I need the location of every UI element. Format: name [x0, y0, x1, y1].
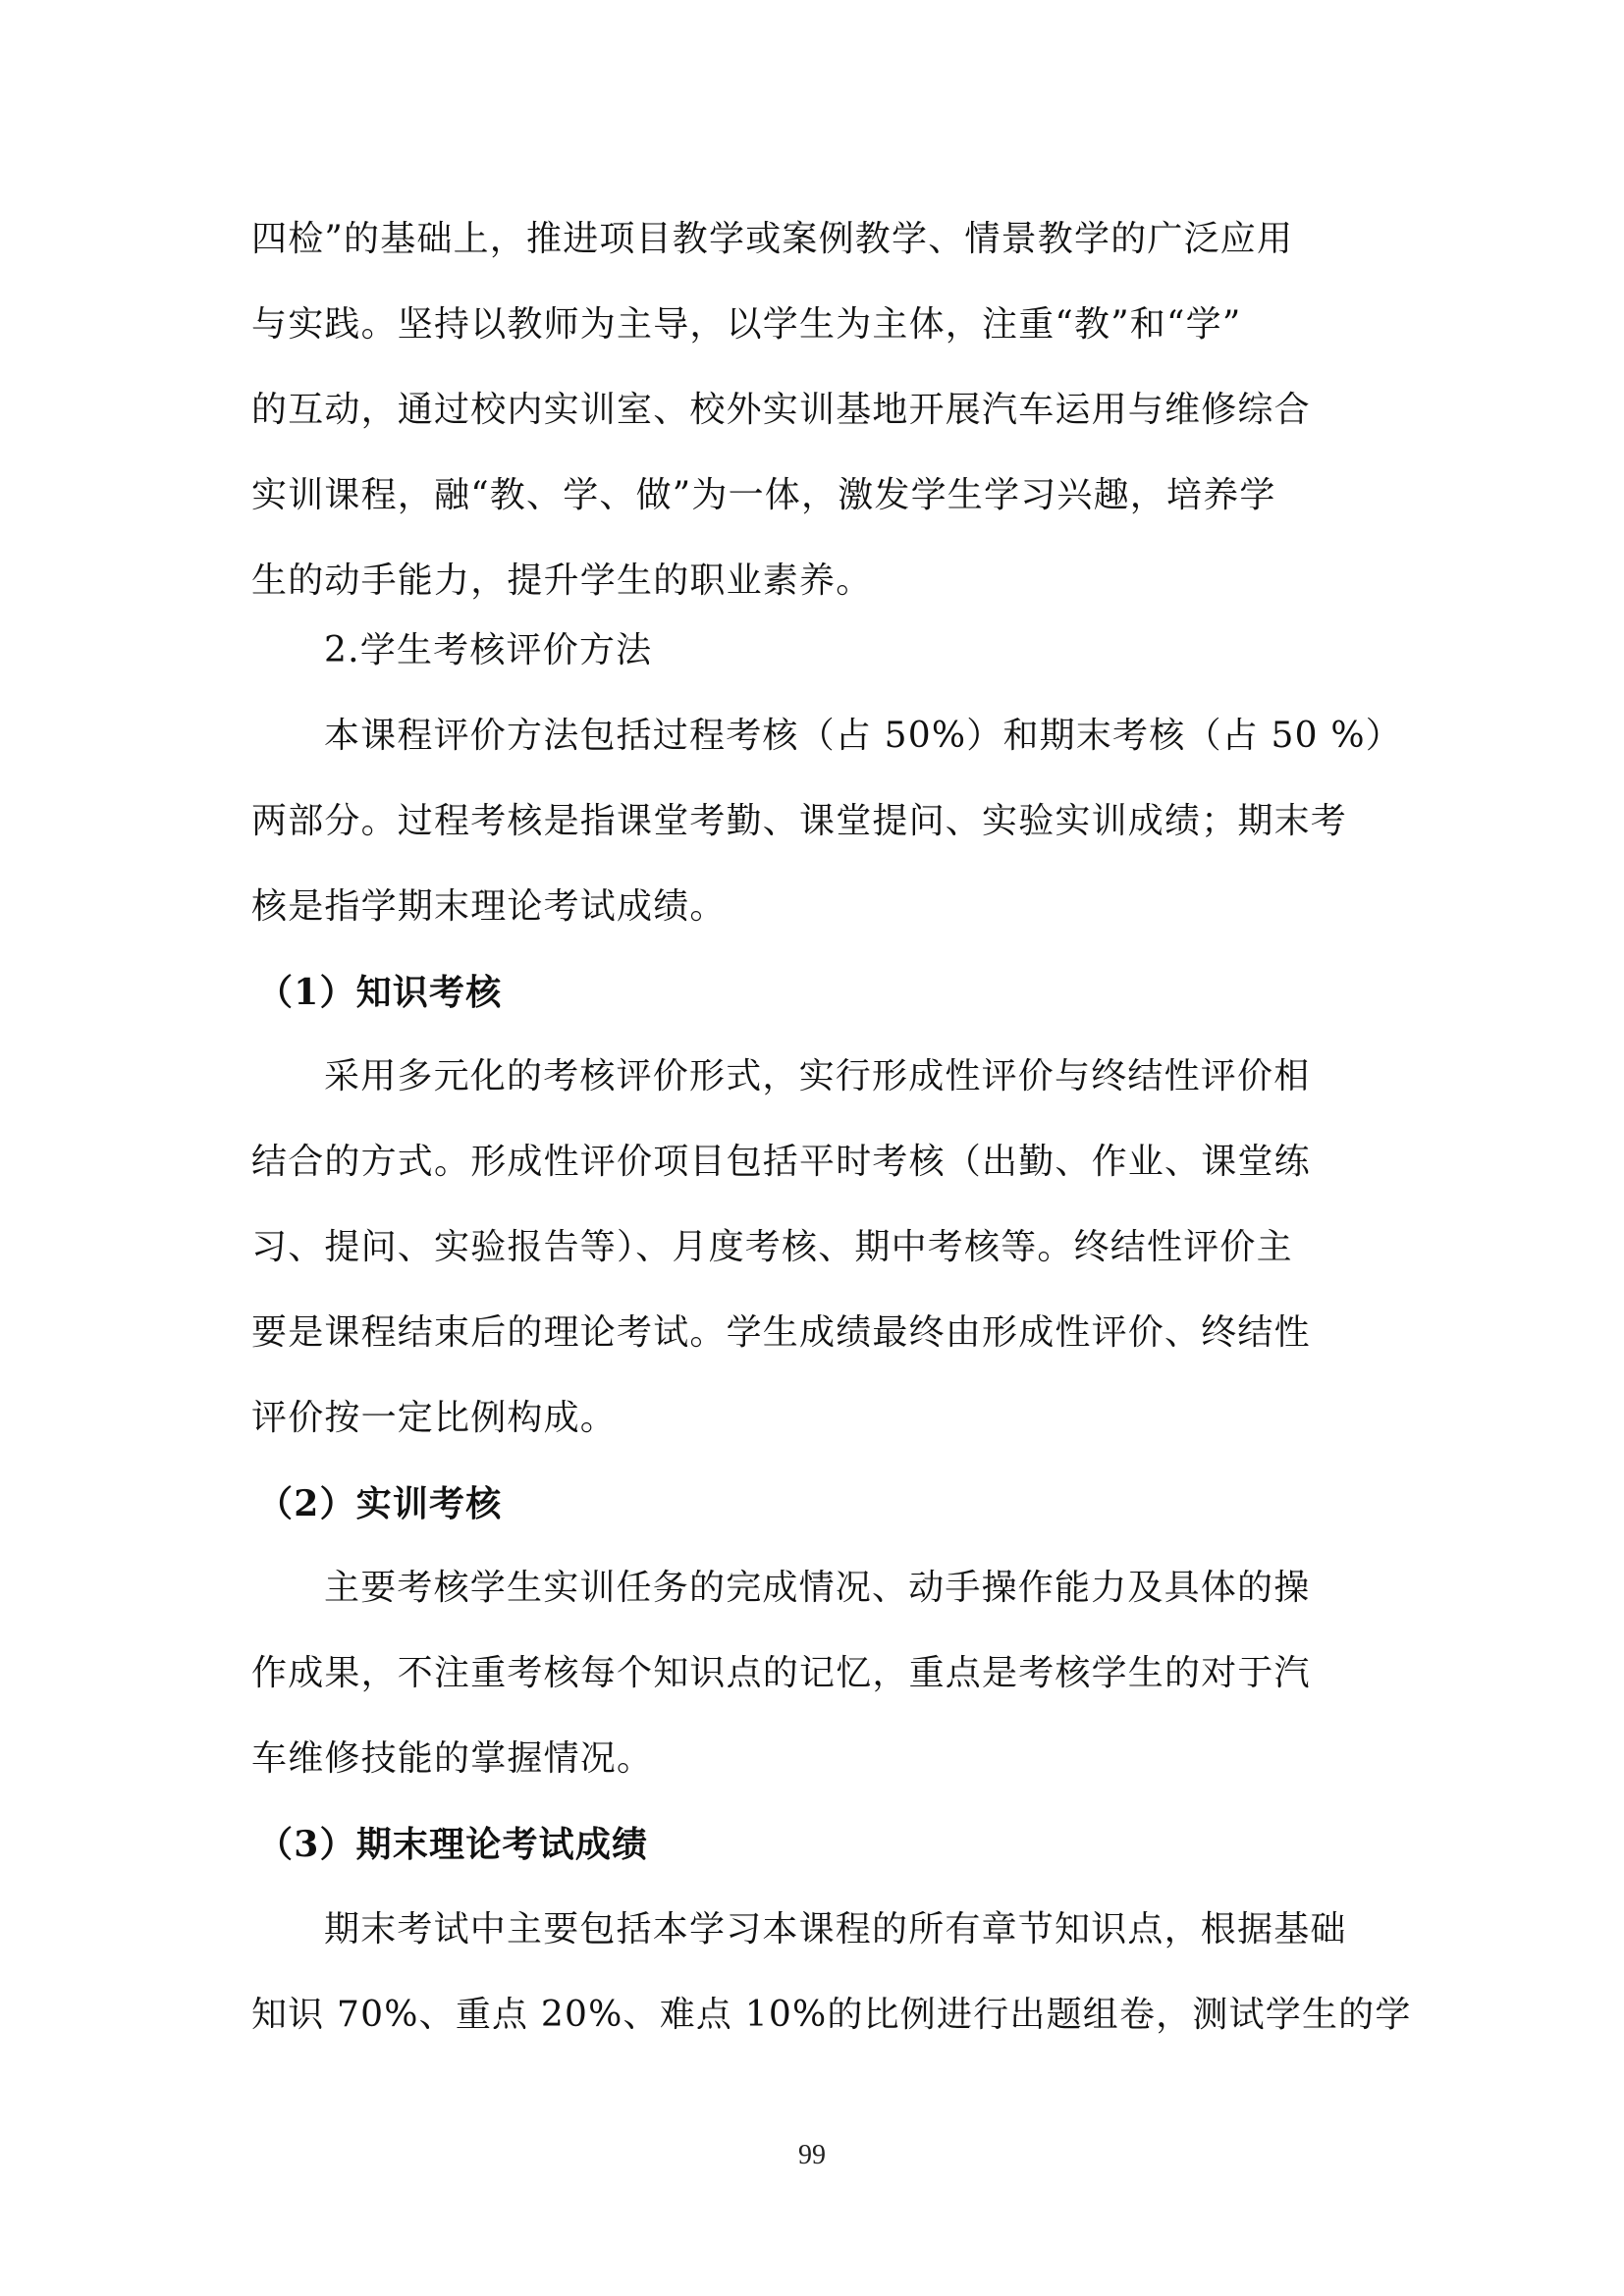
paragraph-line: 作成果，不注重考核每个知识点的记忆，重点是考核学生的对于汽	[251, 1653, 1311, 1693]
section-subheading: 2.学生考核评价方法	[324, 630, 653, 670]
paragraph-line: 评价按一定比例构成。	[251, 1398, 618, 1438]
heading-final-exam: （3）期末理论考试成绩	[257, 1824, 649, 1865]
paragraph-line: 生的动手能力，提升学生的职业素养。	[251, 561, 873, 601]
paragraph-line: 本课程评价方法包括过程考核（占 50%）和期末考核（占 50 %）	[324, 716, 1402, 756]
paragraph-line: 两部分。过程考核是指课堂考勤、课堂提问、实验实训成绩；期末考	[251, 801, 1348, 841]
paragraph-line: 车维修技能的掌握情况。	[251, 1738, 654, 1779]
page-number: 99	[798, 2140, 826, 2170]
paragraph-line: 四检”的基础上，推进项目教学或案例教学、情景教学的广泛应用	[251, 219, 1294, 259]
paragraph-line: 的互动，通过校内实训室、校外实训基地开展汽车运用与维修综合	[251, 390, 1311, 430]
heading-knowledge-assessment: （1）知识考核	[257, 972, 503, 1013]
paragraph-line: 习、提问、实验报告等）、月度考核、期中考核等。终结性评价主	[251, 1227, 1293, 1267]
paragraph-line: 采用多元化的考核评价形式，实行形成性评价与终结性评价相	[324, 1056, 1311, 1096]
paragraph-line: 结合的方式。形成性评价项目包括平时考核（出勤、作业、课堂练	[251, 1142, 1311, 1182]
paragraph-line: 实训课程，融“教、学、做”为一体，激发学生学习兴趣，培养学	[251, 475, 1276, 515]
paragraph-line: 与实践。坚持以教师为主导，以学生为主体，注重“教”和“学”	[251, 304, 1242, 345]
paragraph-line: 期末考试中主要包括本学习本课程的所有章节知识点，根据基础	[324, 1909, 1347, 1949]
paragraph-line: 要是课程结束后的理论考试。学生成绩最终由形成性评价、终结性	[251, 1312, 1311, 1353]
paragraph-line: 核是指学期末理论考试成绩。	[251, 886, 727, 927]
paragraph-line: 知识 70%、重点 20%、难点 10%的比例进行出题组卷，测试学生的学	[251, 1995, 1412, 2035]
paragraph-line: 主要考核学生实训任务的完成情况、动手操作能力及具体的操	[324, 1568, 1311, 1608]
heading-practical-assessment: （2）实训考核	[257, 1483, 503, 1524]
